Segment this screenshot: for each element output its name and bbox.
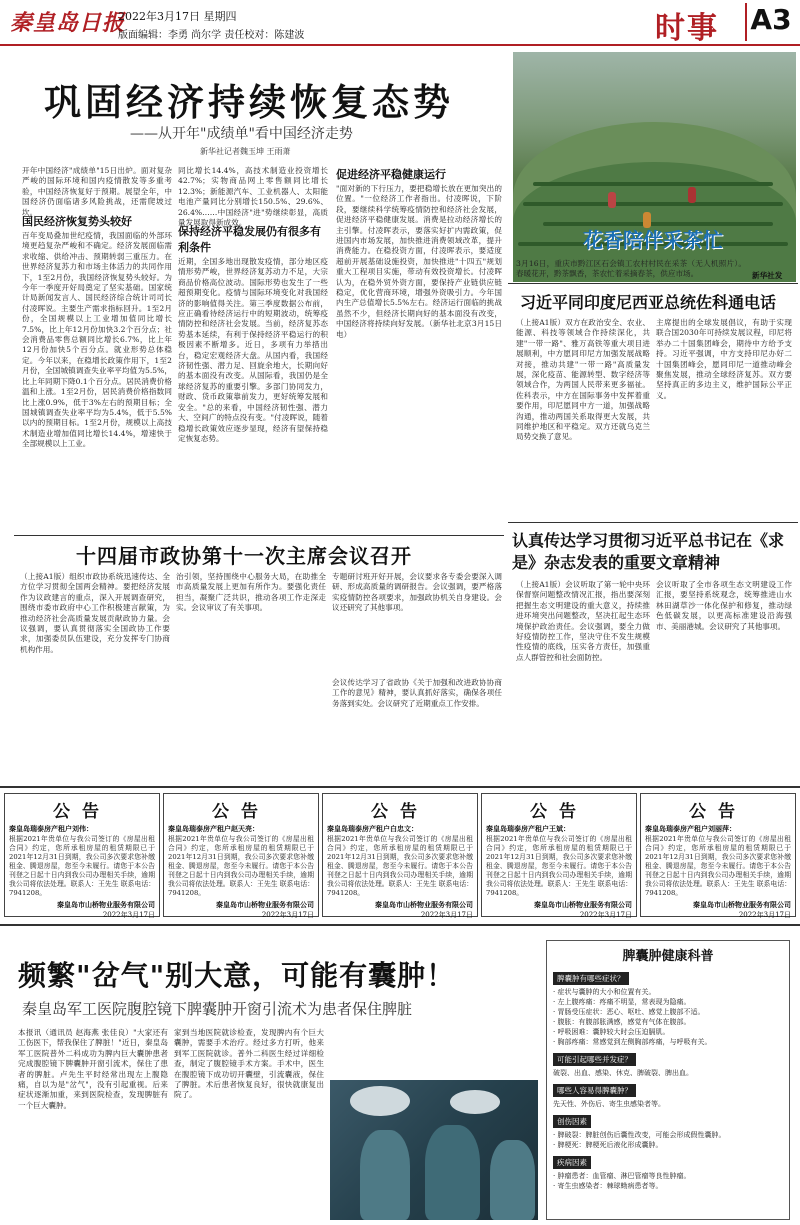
cppcc-column-1: （上接A1版）组织市政协系统迅速传达、全方位学习贯彻全国两会精神。要把经济发展作为议政建言的重点，深入开展调查研究，围绕市委市政府中心工作积极建言献策，为推动经济社会高质量发展贡献政协力量。会议强调，要认真贯彻落实全国政协工作要求，加强委员队伍建设，充分发挥专门协商机构作用。 [20,572,170,654]
cppcc-column-4: 会议传达学习了省政协《关于加强和改进政协协商工作的意见》精神，要认真抓好落实，确保各项任务落到实处。会议研究了近期重点工作安排。 [332,678,502,708]
lead-column-2: 同比增长14.4%，高技术制造业投资增长42.7%；实物商品网上零售额同比增长12.3%；新能源汽车、工业机器人、太阳能电池产量同比分别增长150.5%、29.6%、26.4%……中国经济"进"势继续彰显，高质量发展取得新成效。 保持经济平稳发展仍有很多有利条件 近期，全国多地出现散发疫情，部分地区疫情形势严峻，世界经济复苏动力不足，大宗商品价格高位波动。国际形势也发生了一些超预期变化。疫情与国际环境变化对我国经济的影响值得关注。第三季度数据公布前，应正确看待经济运行中的短期波动，统筹疫情防控和经济社会发展。当前，经济复苏态势基本延续，有利于保持经济平稳运行的积极因素不断增多。近日，多项有力举措出台，稳定宏观经济大盘。从国内看，我国经济韧性强、潜力足、回旋余地大，长期向好的基本面没有改变。从国际看，我国仍是全球经济复苏的重要引擎。多部门协同发力，财政、货币政策靠前发力，更好统筹发展和安全。"总的来看，中国经济韧性强、潜力大、空间广的特点没有变。"付凌晖说，随着稳增长政策效应逐步显现，经济有望保持稳定恢复态势。 [178,166,328,443]
photo-credit: 新华社发 [752,271,783,280]
cppcc-column-2: 治引领，坚持围绕中心服务大局，在助推全市高质量发展上更加有所作为。要强化责任担当，凝聚广泛共识，推动各项工作走深走实。会议审议了有关事项。 [176,572,326,613]
health-column-2: 家到当地医院就诊检查，发现脾内有个巨大囊肿，需要手术治疗。经过多方打听，他来到军工医院就诊。普外二科医生经过详细检查，制定了腹腔镜手术方案。手术中，医生在腹腔镜下成功切开囊壁，引流囊液，保住了脾脏。术后患者恢复良好，很快就康复出院了。 [174,1028,324,1100]
science-box: 脾囊肿健康科普 脾囊肿有哪些症状？ · 症状与囊肿的大小和位置有关。 · 左上腹疼痛：疼痛不明显，常表现为隐痛。 · 胃肠受压症状：恶心、呕吐、感觉上腹部不适。 · 腹胀：有腹部胀满感，感觉有气体在腹部。 · 呼吸困难：囊肿较大时会压迫膈肌。 · 胸部疼痛：常感觉到左侧胸部疼痛，与呼吸有关。 可能引起哪些并发症？ 破裂、出血、感染、休克、脾破裂、脾出血。 哪些人容易得脾囊肿？ 先天性、外伤后、寄生虫感染者等。 创伤因素 · 脾破裂：脾脏创伤后囊性改变，可能会形成假性囊肿。 · 脾梗死：脾梗死后液化形成囊肿。 疾病因素 · 肿瘤患者：血管瘤、淋巴管瘤等良性肿瘤。 · 寄生虫感染者：棘球蚴病患者等。 [546,940,790,1220]
page-number: A3 [745,3,795,41]
study-headline: 认真传达学习贯彻习近平总书记在《求是》杂志发表的重要文章精神 [512,531,785,572]
lead-byline: 新华社记者魏玉坤 王雨萧 [200,147,291,156]
newspaper-logo: 秦皇岛日报 [10,10,126,36]
editor-credits: 版面编辑：李勇 尚尔学 责任校对：陈建波 [118,30,305,41]
surgery-photo [330,1080,538,1220]
call-headline: 习近平同印度尼西亚总统佐科通电话 [520,293,777,312]
notice-ad-4: 公告 秦皇岛瑞泰房产租户王斌： 根据2021年贵单位与我公司签订的《房屋出租合同》约定，您所承租房屋的租赁期限已于2021年12月31日到期，我公司多次要求您补缴租金、腾退房屋，您至今未履行。请您于本公告刊登之日起十日内到我公司办理相关手续，逾期我公司将依法处理。联系人：王先生 联系电话：7941208。 秦皇岛市山桥物业服务有限公司 2022年3月17日 [481,793,637,917]
cppcc-column-3: 专题研讨班开好开展，会议要求各专委会要深入调研、形成高质量的调研报告。会议强调，要严格落实疫情防控各项要求，加强政协机关自身建设。会议还研究了其他事项。 [332,572,502,613]
lead-subhead-2: 保持经济平稳发展仍有很多有利条件 [178,225,321,254]
lead-headline: 巩固经济持续恢复态势 [44,81,454,124]
section-name: 时事 [655,11,719,46]
science-heading-disease: 疾病因素 [553,1156,591,1169]
lead-subhead-1: 国民经济恢复势头较好 [22,215,132,228]
lead-subtitle: ——从开年"成绩单"看中国经济走势 [130,126,353,142]
science-heading-trauma: 创伤因素 [553,1115,591,1128]
lead-column-3: 促进经济平稳健康运行 "面对新的下行压力，要把稳增长放在更加突出的位置。"一位经济工作者指出。付凌晖说，下阶段，要继续科学统筹疫情防控和经济社会发展，促进经济平稳健康发展。消费是拉动经济增长的主引擎。付凌晖表示，要落实好扩内需政策，促进国内市场发展，加快推进消费领域改革，提升消费能力。在稳投资方面，付凌晖表示，要适度超前开展基础设施投资，加快推进"十四五"规划重大工程项目实施，带动有效投资增长。付凌晖认为，在稳外贸外资方面，要保持产业链供应链稳定，优化营商环境，增强外资吸引力。今年国内生产总值增长5.5%左右。经济运行面临的挑战虽然不少，但经济长期向好的基本面没有改变，中国经济将持续向好发展。（新华社北京3月15日电） [336,168,502,339]
call-column-1: （上接A1版）双方在政治安全、农业、能源、科技等领域合作持续深化，共建"一带一路"、雅万高铁等重大项目进展顺利，中方愿同印尼方加强发展战略对接，推动共建"一带一路"高质量发展，深化疫苗、能源转型、数字经济等领域合作，为两国人民带来更多福祉。佐科表示，中方在国际事务中发挥着重要作用，印尼愿同中方一道，加强战略沟通，推动两国关系取得更大发展，共同维护地区和平稳定。双方还就乌克兰局势交换了意见。 [516,318,650,442]
science-heading-risk: 哪些人容易得脾囊肿？ [553,1084,636,1097]
call-column-2: 主席提出的全球发展倡议，有助于实现联合国2030年可持续发展议程，印尼将举办二十国集团峰会，期待中方给予支持。习近平强调，中方支持印尼办好二十国集团峰会，愿同印尼一道推动峰会聚焦发展，推动全球经济复苏。双方要坚持真正的多边主义，维护国际公平正义。 [656,318,792,400]
health-subtitle: 秦皇岛军工医院腹腔镜下脾囊肿开窗引流术为患者保住脾脏 [22,1000,413,1018]
science-heading-complications: 可能引起哪些并发症？ [553,1053,636,1066]
study-column-1: （上接A1版）会议听取了第一轮中央环保督察问题整改情况汇报，指出要深刻把握生态文明建设的重大意义，持续推进环境突出问题整改，坚决扛起生态环境保护政治责任。会议强调，要全力做好疫情防控工作，坚决守住不发生规模性疫情的底线，压实各方责任，加强重点人群管控和社会面防控。 [516,580,650,662]
lead-subhead-3: 促进经济平稳健康运行 [336,168,446,181]
notice-ad-3: 公告 秦皇岛瑞泰房产租户白忠文： 根据2021年贵单位与我公司签订的《房屋出租合同》约定，您所承租房屋的租赁期限已于2021年12月31日到期，我公司多次要求您补缴租金、腾退房屋，您至今未履行。请您于本公告刊登之日起十日内到我公司办理相关手续，逾期我公司将依法处理。联系人：王先生 联系电话：7941208。 秦皇岛市山桥物业服务有限公司 2022年3月17日 [322,793,478,917]
tea-picking-photo [513,52,796,257]
science-title: 脾囊肿健康科普 [622,949,714,964]
notice-ad-2: 公告 秦皇岛瑞泰房产租户赵天亮： 根据2021年贵单位与我公司签订的《房屋出租合同》约定，您所承租房屋的租赁期限已于2021年12月31日到期，我公司多次要求您补缴租金、腾退房屋，您至今未履行。请您于本公告刊登之日起十日内到我公司办理相关手续，逾期我公司将依法处理。联系人：王先生 联系电话：7941208。 秦皇岛市山桥物业服务有限公司 2022年3月17日 [163,793,319,917]
photo-description: 3月16日，重庆市黔江区石会镇工农村村民在采茶（无人机照片）。春暖花开，黔茶飘香，茶农忙着采摘春茶，供应市场。 [516,259,746,279]
notice-ad-5: 公告 秦皇岛瑞泰房产租户刘丽萍： 根据2021年贵单位与我公司签订的《房屋出租合同》约定，您所承租房屋的租赁期限已于2021年12月31日到期，我公司多次要求您补缴租金、腾退房屋，您至今未履行。请您于本公告刊登之日起十日内到我公司办理相关手续，逾期我公司将依法处理。联系人：王先生 联系电话：7941208。 秦皇岛市山桥物业服务有限公司 2022年3月17日 [640,793,796,917]
notice-ad-1: 公告 秦皇岛瑞泰房产租户刘伟： 根据2021年贵单位与我公司签订的《房屋出租合同》约定，您所承租房屋的租赁期限已于2021年12月31日到期，我公司多次要求您补缴租金、腾退房屋，您至今未履行。请您于本公告刊登之日起十日内到我公司办理相关手续，逾期我公司将依法处理。联系人：王先生 联系电话：7941208。 秦皇岛市山桥物业服务有限公司 2022年3月17日 [4,793,160,917]
photo-caption-title: 花香陪伴采茶忙 [583,228,723,252]
masthead [0,0,800,46]
science-heading-symptoms: 脾囊肿有哪些症状？ [553,972,629,985]
study-column-2: 会议听取了全市各项生态文明建设工作汇报，要坚持系统观念，统筹推进山水林田湖草沙一体化保护和修复，推动绿色低碳发展，以更高标准建设沿海强市、美丽港城。会议研究了其他事项。 [656,580,792,631]
cppcc-headline: 十四届市政协第十一次主席会议召开 [76,544,412,568]
issue-date: 2022年3月17日 星期四 [118,10,237,23]
lead-column-1: 开年中国经济"成绩单"15日出炉。面对复杂严峻的国际环境和国内疫情散发等多重考验，中国经济恢复好于预期。展望全年，中国经济仍面临诸多风险挑战，还需爬坡过坎。 国民经济恢复势头较好 百年变局叠加世纪疫情，我国面临的外部环境更趋复杂严峻和不确定。经济发展面临需求收缩、供给冲击、预期转弱三重压力。在世界经济复苏力和市场主体活力的共同作用下，1至2月份，我国经济恢复势头较好。为今年一季度开好局奠定了坚实基础。国家统计局新闻发言人、国民经济综合统计司司长付凌晖说。主要生产需求指标回升。1至2月份，全国规模以上工业增加值同比增长7.5%，比上年12月份加快3.2个百分点；社会消费品零售总额同比增长6.7%，比上年12月份加快5个百分点。就业形势总体稳定。今年以来，在稳增长政策作用下，1至2月份，全国城镇调查失业率平均值为5.5%，比上年同期下降0.1个百分点。居民消费价格温和上涨。1至2月份，居民消费价格指数同比上涨0.9%，低于3%左右的预期目标；全国城镇调查失业率平均为5.4%，低于5.5%以内的预期目标。1至2月份，规模以上高技术制造业增加值同比增长14.4%，增速快于全部规模以上工业。 [22,166,172,449]
health-column-1: 本报讯（通讯员 赵海燕 张佳良）"大家还有工伤医下，帮我保住了脾脏！"近日，秦皇岛军工医院普外二科成功为脾内巨大囊肿患者完成腹腔镜下脾囊肿开窗引流术，保住了患者的脾脏。卢先生平时经常出现左上腹隐痛，自以为是"岔气"，没有引起重视。后来症状逐渐加重，来到医院检查，发现脾脏有一个巨大囊肿。 [18,1028,168,1110]
health-headline: 频繁"岔气"别大意，可能有囊肿！ [18,959,456,992]
